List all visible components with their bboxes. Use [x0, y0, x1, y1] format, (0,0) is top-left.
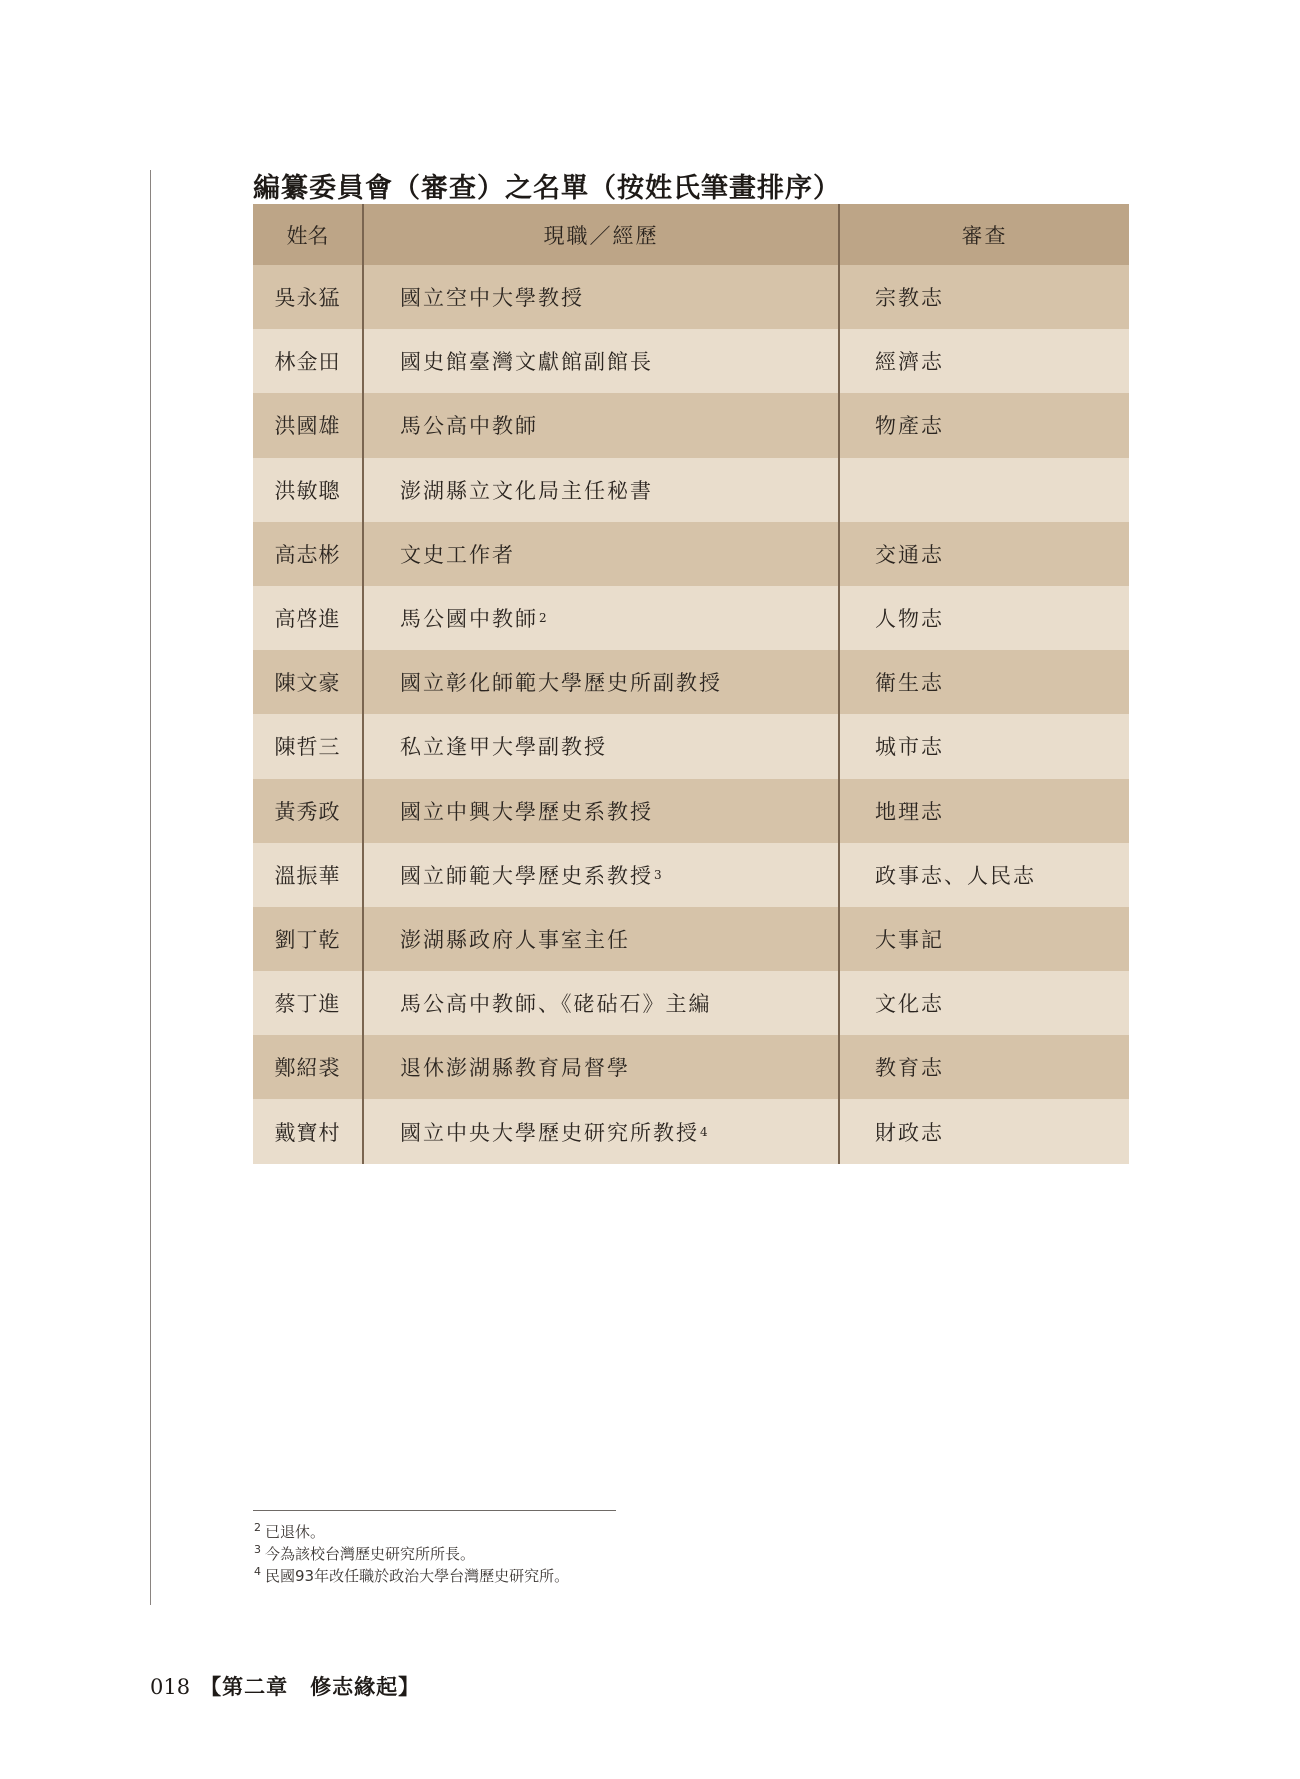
footnote-rule [253, 1510, 616, 1511]
row-name-text: 林金田 [274, 350, 341, 375]
row-name [253, 843, 362, 907]
row-position [362, 522, 840, 586]
row-name-text: 陳哲三 [274, 735, 341, 760]
row-review [840, 650, 1129, 714]
header-review: 審查 [961, 223, 1008, 248]
footnote [253, 1543, 569, 1565]
row-position [362, 393, 840, 457]
row-position: 國立師範大學歷史系教授 3 [362, 843, 840, 907]
row-review [840, 458, 1129, 522]
row-review [840, 522, 1129, 586]
table-row [253, 458, 1129, 522]
table-row [253, 522, 1129, 586]
row-review-text: 物產志 [875, 414, 944, 439]
table-row [253, 1099, 1129, 1163]
table-row [253, 779, 1129, 843]
header-position: 現職／經歷 [362, 204, 840, 265]
table-row [253, 586, 1129, 650]
row-review-text: 地理志 [875, 799, 944, 824]
row-name-text: 陳文豪 [274, 671, 341, 696]
row-position [362, 1035, 840, 1099]
row-review [840, 971, 1129, 1035]
row-name [253, 907, 362, 971]
row-position [362, 458, 840, 522]
row-name [253, 779, 362, 843]
table-row [253, 843, 1129, 907]
row-position-text: 私立逢甲大學副教授 [400, 735, 607, 760]
table-row [253, 1035, 1129, 1099]
row-position-text: 馬公高中教師、《硓砧石》主編 [400, 992, 712, 1017]
row-position [362, 265, 840, 329]
table-body [253, 265, 1129, 1164]
row-name-text: 蔡丁進 [274, 992, 341, 1017]
row-position-text: 澎湖縣立文化局主任秘書 [400, 478, 653, 503]
row-position-text: 國立彰化師範大學歷史所副教授 [400, 671, 722, 696]
row-name-text: 吳永猛 [274, 286, 341, 311]
row-name [253, 586, 362, 650]
row-review-text: 城市志 [875, 735, 944, 760]
table-row [253, 329, 1129, 393]
footnote-mark: 3 [254, 1543, 261, 1556]
table-header [253, 204, 1129, 265]
table-row [253, 971, 1129, 1035]
chapter-label: 【第二章 修志緣起】 [200, 1674, 421, 1699]
row-review-text: 經濟志 [875, 350, 944, 375]
row-review [840, 329, 1129, 393]
page-number: 018 [150, 1675, 191, 1699]
page-footer [150, 1671, 420, 1701]
row-position-text: 國立師範大學歷史系教授 [400, 863, 653, 888]
row-name [253, 1035, 362, 1099]
row-name-text: 劉丁乾 [274, 927, 341, 952]
row-name [253, 458, 362, 522]
table-row [253, 650, 1129, 714]
row-name-text: 溫振華 [274, 863, 341, 888]
row-position-text: 馬公國中教師 [400, 607, 538, 632]
footnote-text: 已退休。 [265, 1523, 326, 1541]
table-title: 編纂委員會（審查）之名單（按姓氏筆畫排序） [253, 173, 841, 204]
row-name-text: 洪敏聰 [274, 478, 341, 503]
row-position [362, 779, 840, 843]
row-review-text: 宗教志 [875, 286, 944, 311]
row-review-text: 衛生志 [875, 671, 944, 696]
committee-table [253, 204, 1129, 1164]
row-name-text: 高啓進 [274, 607, 341, 632]
row-position [362, 971, 840, 1035]
row-position-text: 國史館臺灣文獻館副館長 [400, 350, 653, 375]
row-position-text: 國立中央大學歷史研究所教授 [400, 1120, 699, 1145]
footnotes [253, 1521, 569, 1587]
row-name [253, 522, 362, 586]
row-position: 國立中央大學歷史研究所教授 4 [362, 1099, 840, 1163]
row-review [840, 907, 1129, 971]
row-name-text: 鄭紹裘 [274, 1056, 341, 1081]
row-position [362, 329, 840, 393]
row-position-text: 澎湖縣政府人事室主任 [400, 927, 630, 952]
table-row [253, 393, 1129, 457]
row-review-text: 教育志 [875, 1056, 944, 1081]
row-position [362, 907, 840, 971]
row-review [840, 586, 1129, 650]
row-name-text: 黃秀政 [274, 799, 341, 824]
row-position [362, 650, 840, 714]
table-row [253, 714, 1129, 778]
footnote-text: 民國93年改任職於政治大學台灣歷史研究所。 [265, 1567, 570, 1585]
row-review [840, 1099, 1129, 1163]
header-name: 姓名 [286, 223, 329, 248]
row-name-text: 戴寶村 [274, 1120, 341, 1145]
row-review-text: 大事記 [875, 927, 944, 952]
row-position-text: 退休澎湖縣教育局督學 [400, 1056, 630, 1081]
row-review-text: 政事志、人民志 [875, 863, 1036, 888]
row-name-text: 洪國雄 [274, 414, 341, 439]
row-position-text: 文史工作者 [400, 542, 515, 567]
row-review-text: 文化志 [875, 992, 944, 1017]
row-name [253, 329, 362, 393]
row-name [253, 1099, 362, 1163]
row-review [840, 714, 1129, 778]
row-position-text: 國立中興大學歷史系教授 [400, 799, 653, 824]
row-review [840, 779, 1129, 843]
row-name-text: 高志彬 [274, 542, 341, 567]
row-review [840, 265, 1129, 329]
margin-rule [150, 170, 151, 1605]
row-review [840, 1035, 1129, 1099]
row-review [840, 843, 1129, 907]
row-name [253, 393, 362, 457]
row-name [253, 714, 362, 778]
row-review [840, 393, 1129, 457]
footnote-mark: 2 [254, 1521, 261, 1534]
row-name [253, 265, 362, 329]
row-review-text: 人物志 [875, 607, 944, 632]
row-review-text: 交通志 [875, 542, 944, 567]
row-review-text: 財政志 [875, 1120, 944, 1145]
footnote-mark: 4 [254, 1565, 261, 1578]
table-row [253, 265, 1129, 329]
row-name [253, 971, 362, 1035]
table-row [253, 907, 1129, 971]
row-position [362, 714, 840, 778]
footnote [253, 1565, 569, 1587]
row-position-text: 國立空中大學教授 [400, 286, 584, 311]
footnote [253, 1521, 569, 1543]
row-position-text: 馬公高中教師 [400, 414, 538, 439]
row-name [253, 650, 362, 714]
row-position: 馬公國中教師 2 [362, 586, 840, 650]
footnote-text: 今為該校台灣歷史研究所所長。 [265, 1545, 476, 1563]
